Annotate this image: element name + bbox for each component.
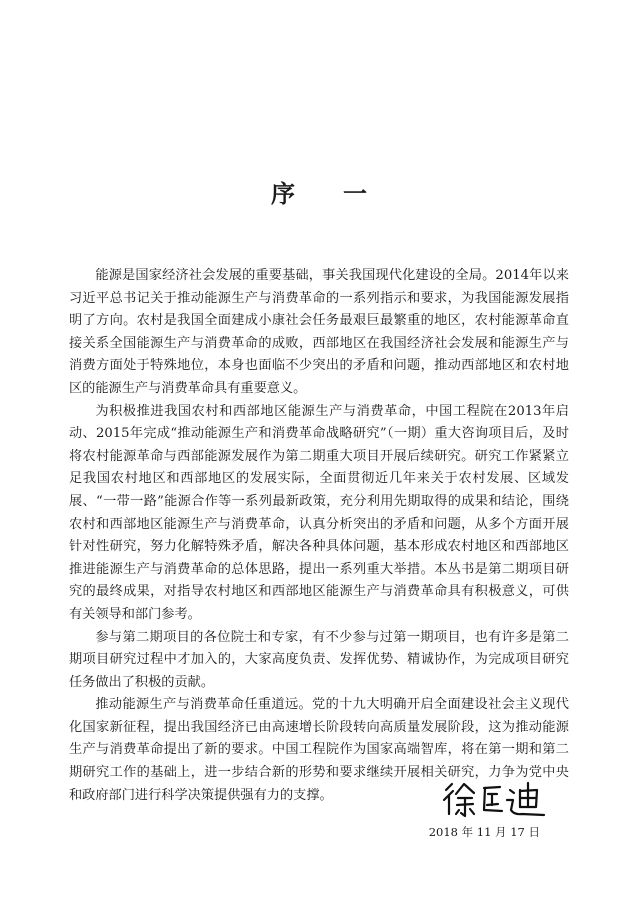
paragraph-4: 推动能源生产与消费革命任重道远。党的十九大明确开启全面建设社会主义现代化国家新征程，提出我国经济已由高速增长阶段转向高质量发展阶段，这为推动能源生产与消费革命提出了新的要求。中国工程院作为国家高端智库，将在第一期和第二期研究工作的基础上，进一步结合新的形势和要求继续开展相关研究，力争为党中央和政府部门进行科学决策提供强有力的支撑。 — [69, 697, 569, 803]
title-char-2: 一 — [343, 179, 367, 208]
paragraph-3: 参与第二期项目的各位院士和专家，有不少参与过第一期项目，也有许多是第二期项目研究过程中才加入的，大家高度负责、发挥优势、精诚协作，为完成项目研究任务做出了积极的贡献。 — [69, 629, 569, 690]
title-char-1: 序 — [271, 179, 295, 208]
paragraph-1: 能源是国家经济社会发展的重要基础，事关我国现代化建设的全局。2014年以来习近平总书记关于推动能源生产与消费革命的一系列指示和要求，为我国能源发展指明了方向。农村是我国全面建成小康社会任务最艰巨最繁重的地区，农村能源革命直接关系全国能源生产与消费革命的成败，西部地区在我国经济社会发展和能源生产与消费方面处于特殊地位，本身也面临不少突出的矛盾和问题，推动西部地区和农村地区的能源生产与消费革命具有重要意义。 — [69, 268, 569, 396]
paragraph-2: 为积极推进我国农村和西部地区能源生产与消费革命，中国工程院在2013年启动、2015年完成“推动能源生产和消费革命战略研究”（一期）重大咨询项目后，及时将农村能源革命与西部能源发展作为第二期重大项目开展后续研究。研究工作紧紧立足我国农村地区和西部地区的发展实际，全面贯彻近几年来关于农村发展、区域发展、“一带一路”能源合作等一系列最新政策，充分利用先期取得的成果和结论，围绕农村和西部地区能源生产与消费革命，认真分析突出的矛盾和问题，从多个方面开展针对性研究，努力化解特殊矛盾，解决各种具体问题，基本形成农村地区和西部地区推进能源生产与消费革命的总体思路，提出一系列重大举措。本丛书是第二期项目研究的最终成果，对指导农村地区和西部地区能源生产与消费革命具有积极意义，可供有关领导和部门参考。 — [69, 403, 569, 622]
preface-body — [69, 265, 569, 807]
page-title — [0, 174, 638, 209]
handwritten-signature — [440, 778, 550, 820]
signature-date: 2018 年 11 月 17 日 — [428, 825, 540, 839]
